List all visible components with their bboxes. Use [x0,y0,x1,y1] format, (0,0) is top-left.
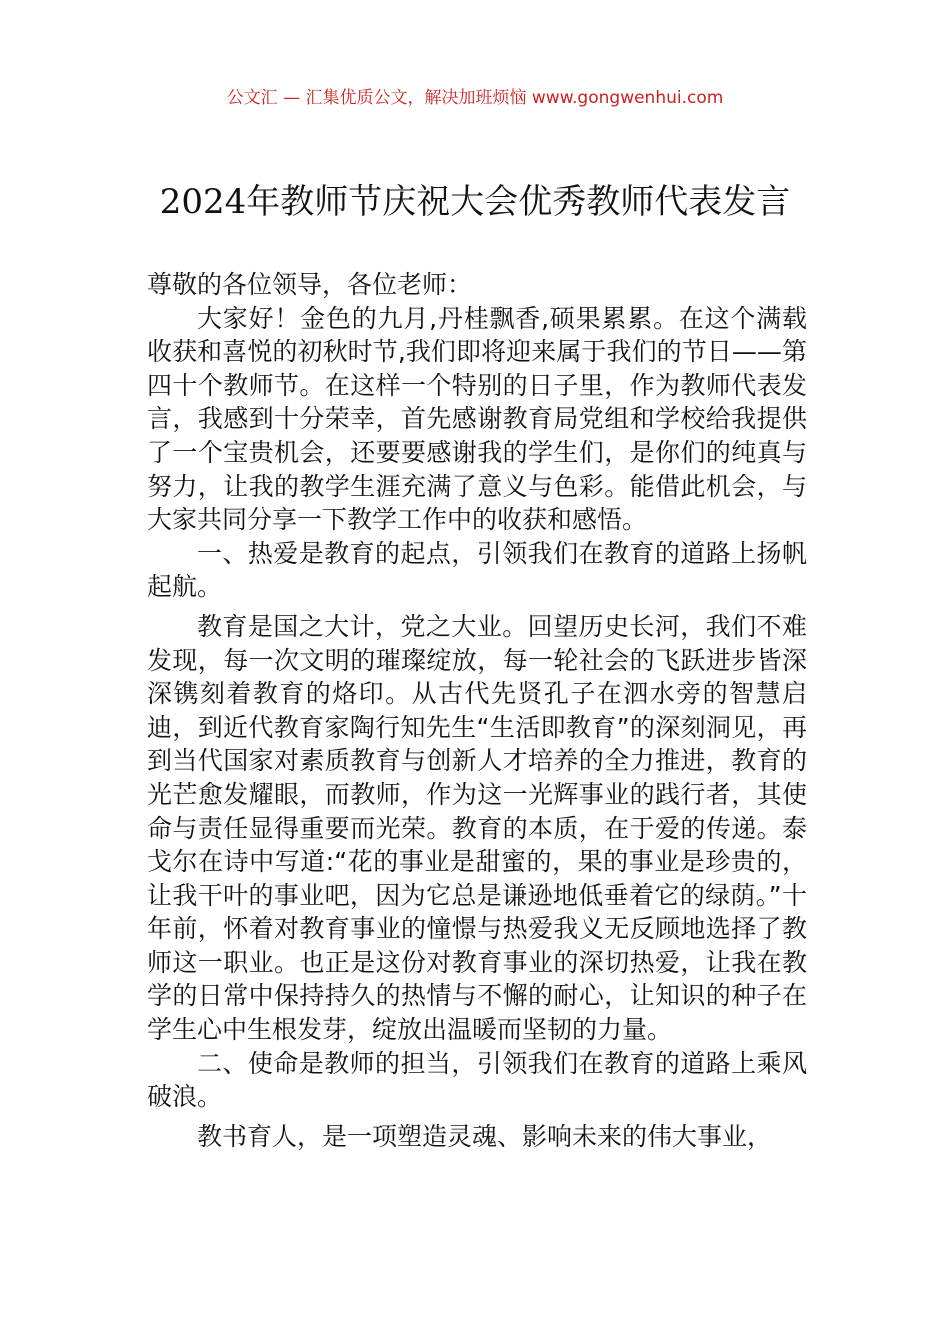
watermark-banner: 公文汇 — 汇集优质公文，解决加班烦恼 www.gongwenhui.com [226,88,724,108]
paragraph-section-2: 教书育人，是一项塑造灵魂、影响未来的伟大事业， [197,1121,773,1151]
section-heading-2: 二、使命是教师的担当，引领我们在教育的道路上乘风破浪。 [147,1048,807,1112]
paragraph-greeting: 大家好！金色的九月,丹桂飘香,硕果累累。在这个满载收获和喜悦的初秋时节,我们即将迎来属于我们的节日——第四十个教师节。在这样一个特别的日子里，作为教师代表发言，我感到十分荣幸，首先感谢教育局党组和学校给我提供了一个宝贵机会，还要要感谢我的学生们，是你们的纯真与努力，让我的教学生涯充满了意义与色彩。能借此机会，与大家共同分享一下教学工作中的收获和感悟。 [147,303,807,535]
salutation: 尊敬的各位领导，各位老师： [147,270,473,299]
section-heading-1: 一、热爱是教育的起点，引领我们在教育的道路上扬帆起航。 [147,538,807,602]
paragraph-section-1: 教育是国之大计，党之大业。回望历史长河，我们不难发现，每一次文明的璀璨绽放，每一轮社会的飞跃进步皆深深镌刻着教育的烙印。从古代先贤孔子在泗水旁的智慧启迪，到近代教育家陶行知先生“生活即教育”的深刻洞见，再到当代国家对素质教育与创新人才培养的全力推进，教育的光芒愈发耀眼，而教师，作为这一光辉事业的践行者，其使命与责任显得重要而光荣。教育的本质，在于爱的传递。泰戈尔在诗中写道:“花的事业是甜蜜的，果的事业是珍贵的，让我干叶的事业吧，因为它总是谦逊地低垂着它的绿荫。”十年前，怀着对教育事业的憧憬与热爱我义无反顾地选择了教师这一职业。也正是这份对教育事业的深切热爱，让我在教学的日常中保持持久的热情与不懈的耐心，让知识的种子在学生心中生根发芽，绽放出温暖而坚韧的力量。 [147,611,807,1045]
document-body [147,268,807,1153]
document-title: 2024年教师节庆祝大会优秀教师代表发言 [159,182,791,222]
